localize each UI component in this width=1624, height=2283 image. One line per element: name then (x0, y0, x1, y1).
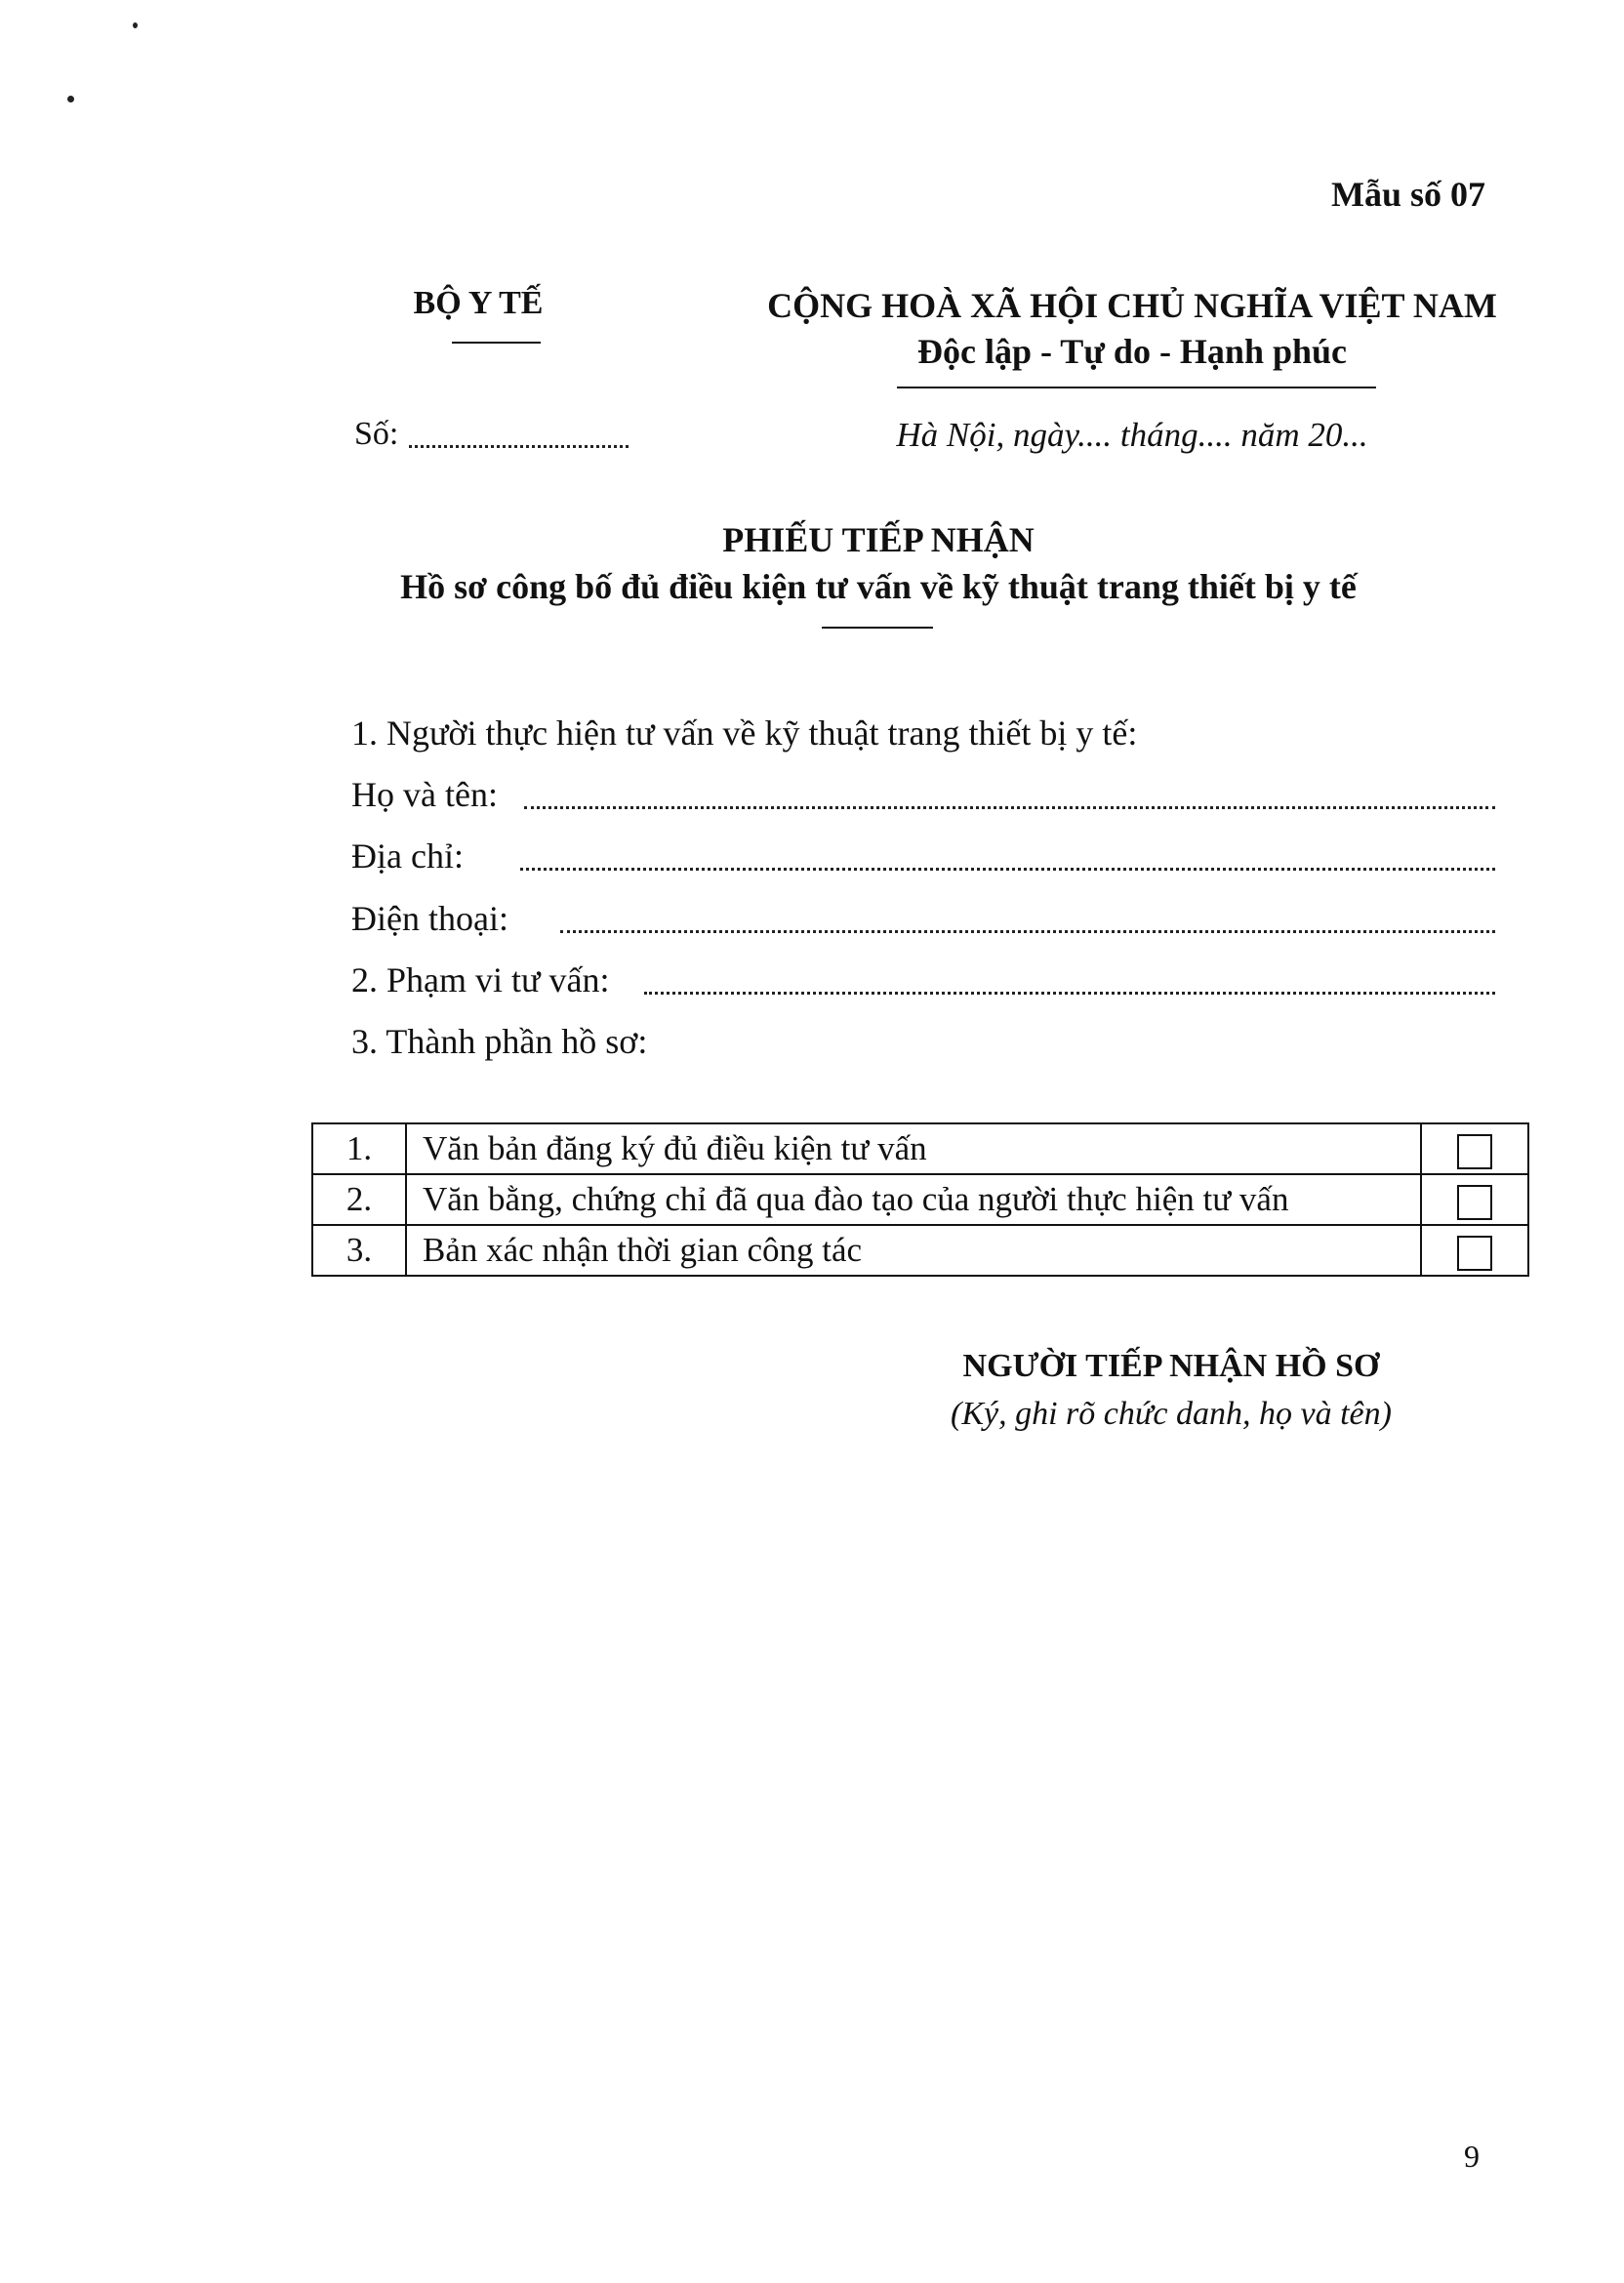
address-field[interactable] (520, 868, 1495, 871)
dossier-heading: 3. Thành phần hồ sơ: (351, 1022, 648, 1061)
row-number: 3. (312, 1225, 406, 1276)
national-motto: Độc lập - Tự do - Hạnh phúc (916, 332, 1348, 371)
row-number: 2. (312, 1174, 406, 1225)
page-number: 9 (1464, 2139, 1480, 2174)
scan-speck (133, 22, 138, 28)
form-subtitle: Hồ sơ công bố đủ điều kiện tư vấn về kỹ thuật trang thiết bị y tế (400, 567, 1357, 606)
place-date: Hà Nội, ngày.... tháng.... năm 20... (896, 416, 1368, 454)
scope-field[interactable] (644, 992, 1495, 995)
row-number: 1. (312, 1123, 406, 1174)
phone-field[interactable] (560, 930, 1495, 933)
phone-label: Điện thoại: (351, 899, 508, 938)
row-text: Văn bản đăng ký đủ điều kiện tư vấn (406, 1123, 1421, 1174)
ministry-underline (452, 342, 541, 344)
table-row (312, 1225, 1528, 1276)
dossier-table (311, 1122, 1529, 1277)
document-number-dots[interactable] (409, 445, 629, 448)
ministry-name: BỘ Y TẾ (413, 285, 544, 321)
checkbox[interactable] (1457, 1134, 1492, 1169)
row-checkbox-cell (1421, 1174, 1528, 1225)
form-title: PHIẾU TIẾP NHẬN (722, 520, 1035, 559)
row-checkbox-cell (1421, 1123, 1528, 1174)
receiver-title: NGƯỜI TIẾP NHẬN HỒ SƠ (962, 1348, 1380, 1384)
address-label: Địa chỉ: (351, 836, 464, 876)
full-name-field[interactable] (524, 806, 1495, 809)
table-row (312, 1174, 1528, 1225)
scan-speck (67, 96, 74, 102)
full-name-label: Họ và tên: (351, 775, 498, 814)
title-underline (822, 627, 933, 629)
form-number: Mẫu số 07 (1330, 175, 1485, 214)
row-text: Văn bằng, chứng chỉ đã qua đào tạo của người thực hiện tư vấn (406, 1174, 1421, 1225)
motto-underline (897, 387, 1376, 388)
document-number-label: Số: (354, 416, 399, 452)
receiver-note: (Ký, ghi rõ chức danh, họ và tên) (951, 1396, 1392, 1432)
consultant-heading: 1. Người thực hiện tư vấn về kỹ thuật trang thiết bị y tế: (351, 713, 1138, 753)
checkbox[interactable] (1457, 1185, 1492, 1220)
checkbox[interactable] (1457, 1236, 1492, 1271)
document-number (354, 416, 398, 453)
row-checkbox-cell (1421, 1225, 1528, 1276)
table-row (312, 1123, 1528, 1174)
row-text: Bản xác nhận thời gian công tác (406, 1225, 1421, 1276)
scope-label: 2. Phạm vi tư vấn: (351, 960, 610, 999)
national-title: CỘNG HOÀ XÃ HỘI CHỦ NGHĨA VIỆT NAM (767, 286, 1497, 325)
